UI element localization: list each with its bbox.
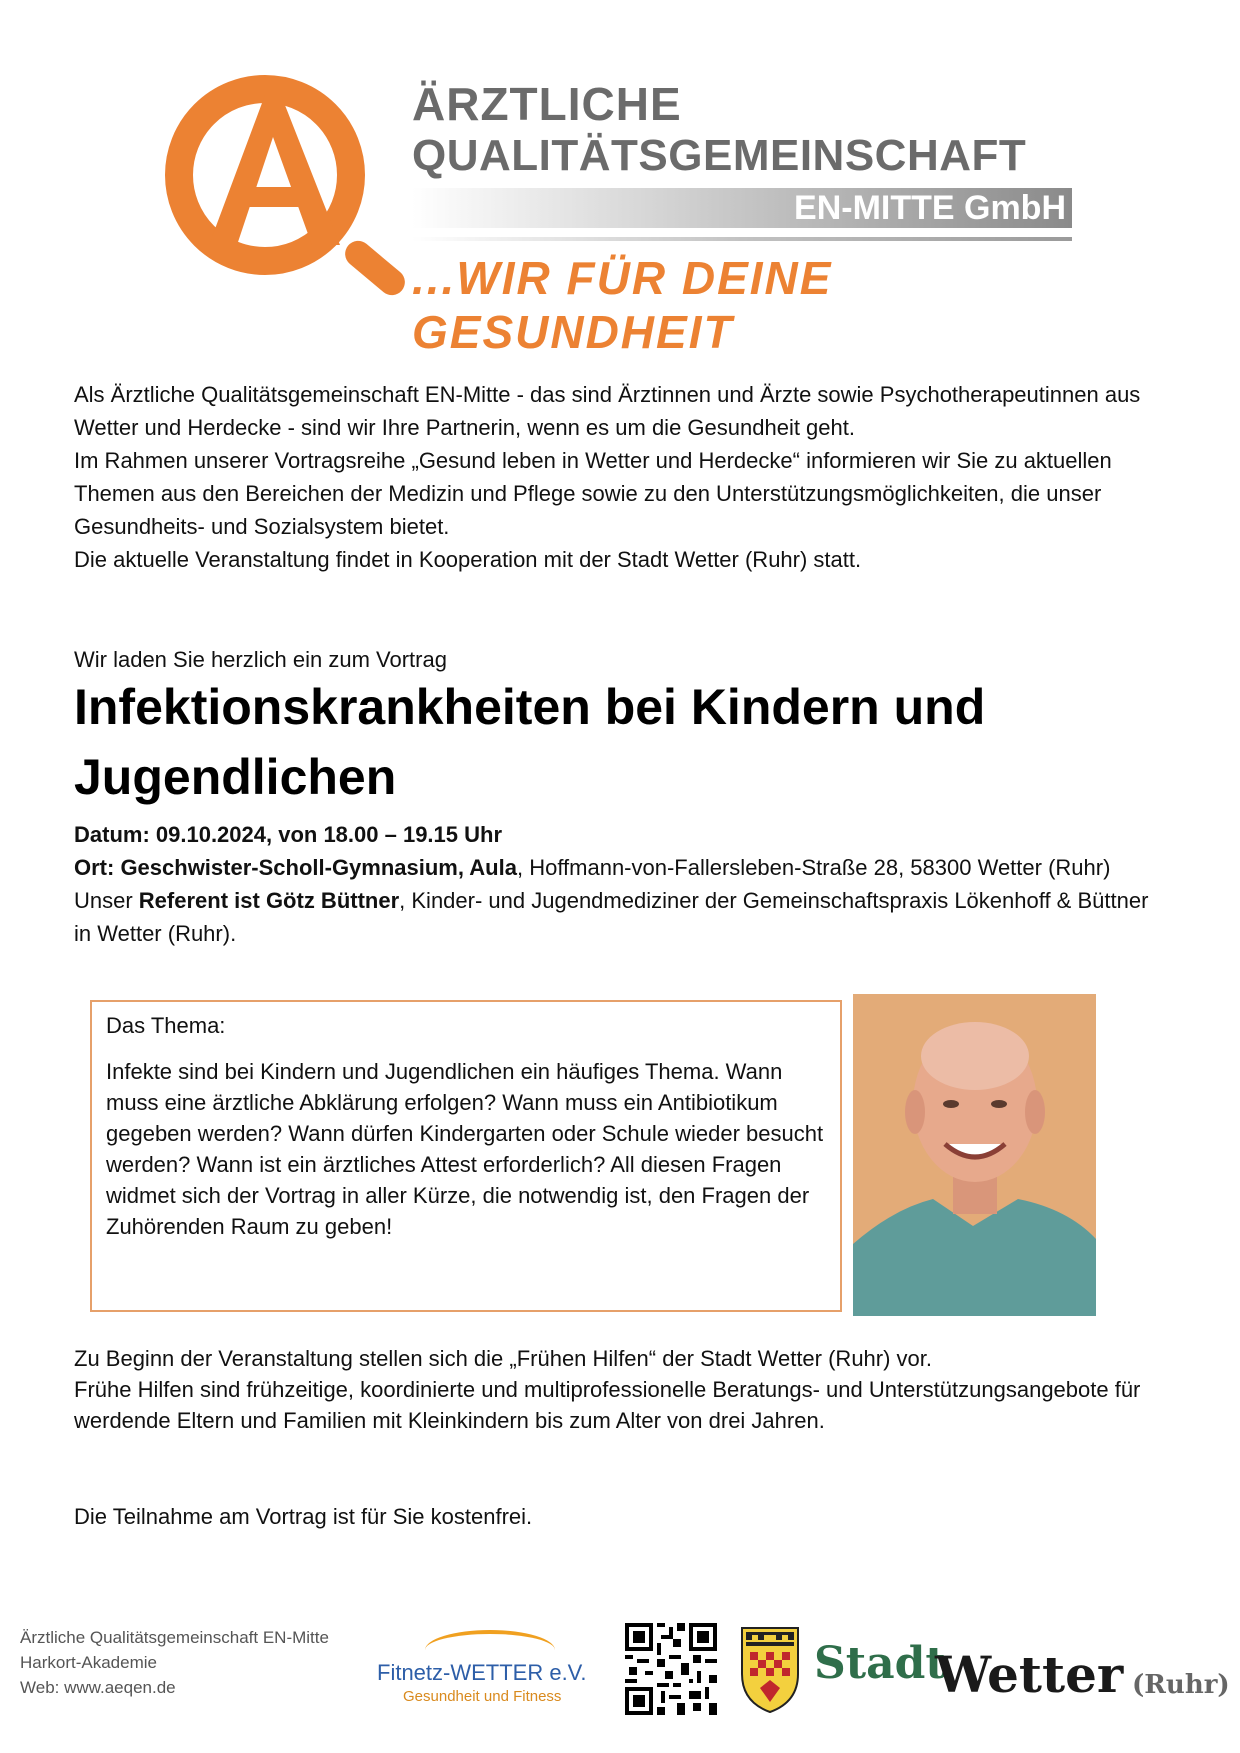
event-place-name: Ort: Geschwister-Scholl-Gymnasium, Aula: [74, 855, 517, 880]
topic-box: [90, 1000, 842, 1312]
speaker-name: Referent ist Götz Büttner: [138, 888, 400, 913]
stadt-wetter-logo-stadt: Stadt: [814, 1638, 946, 1689]
logo-q-tail: [340, 236, 410, 301]
event-speaker: Unser Referent ist Götz Büttner, Kinder- und Jugendmediziner der Gemeinschaftspraxis Lökenhoff & Büttner in Wetter (Ruhr).: [74, 888, 1149, 946]
fitnetz-name: Fitnetz-WETTER e.V.: [377, 1660, 587, 1685]
lecture-title: Infektionskrankheiten bei Kindern und Jugendlichen: [74, 679, 986, 805]
logo-line-qualitaetsgemeinschaft: QUALITÄTSGEMEINSCHAFT: [412, 131, 1027, 180]
free-admission-note: Die Teilnahme am Vortrag ist für Sie kostenfrei.: [74, 1504, 533, 1529]
topic-heading: Das Thema:: [106, 1013, 226, 1038]
speaker-photo: [853, 994, 1096, 1316]
topic-text: Infekte sind bei Kindern und Jugendlichen ein häufiges Thema. Wann muss eine ärztliche Abklärung erfolgen? Wann muss ein Antibiotikum gegeben werden? Wann dürfen Kindergarten oder Schule wieder besucht werden? Wann ist ein ärztliches Attest erforderlich? All diesen Fragen widmet sich der Vortrag in aller Kürze, die notwendig ist, den Fragen der Zuhörenden Raum zu geben!: [106, 1059, 824, 1239]
qr-code-icon[interactable]: [625, 1623, 717, 1715]
wetter-coat-of-arms-icon: [738, 1622, 802, 1714]
invite-line: Wir laden Sie herzlich ein zum Vortrag: [74, 647, 447, 672]
speaker-description: , Kinder- und Jugendmediziner der Gemeinschaftspraxis Lökenhoff & Büttner in Wetter (Ruhr).: [74, 888, 1149, 946]
logo-line-aerztliche: ÄRZTLICHE: [412, 78, 682, 130]
footer-organizer: Ärztliche Qualitätsgemeinschaft EN-Mitte Harkort-Akademie Web: www.aeqen.de: [20, 1625, 329, 1700]
logo-rule: [412, 237, 1072, 241]
fruehe-hilfen-paragraph: Zu Beginn der Veranstaltung stellen sich die „Frühen Hilfen“ der Stadt Wetter (Ruhr) vor.: [74, 1346, 933, 1371]
intro-paragraph: Im Rahmen unserer Vortragsreihe „Gesund leben in Wetter und Herdecke“ informieren wir Sie zu aktuellen Themen aus den Bereichen der Medizin und Pflege sowie zu den Unterstützungsmöglichkeiten, die unser Gesundheits- und Sozialsystem bietet.: [74, 448, 1112, 539]
stadt-wetter-logo-ruhr: (Ruhr): [1132, 1670, 1230, 1700]
intro-paragraph: Als Ärztliche Qualitätsgemeinschaft EN-Mitte - das sind Ärztinnen und Ärzte sowie Psychotherapeutinnen aus Wetter und Herdecke - sind wir Ihre Partnerin, wenn es um die Gesundheit geht.: [74, 382, 1141, 440]
fruehe-hilfen-paragraph: Frühe Hilfen sind frühzeitige, koordinierte und multiprofessionelle Beratungs- und Unterstützungsangebote für werdende Eltern und Familien mit Kleinkindern bis zum Alter von drei Jahren.: [74, 1377, 1141, 1433]
logo-slogan: ...WIR FÜR DEINE GESUNDHEIT: [412, 252, 833, 358]
event-place: [74, 851, 1164, 884]
event-details: [74, 818, 1164, 950]
logo-a-icon: [185, 95, 345, 245]
stadt-wetter-logo-wetter: Wetter: [935, 1645, 1124, 1704]
intro-text: [74, 378, 1164, 576]
header-logo: [150, 55, 1070, 358]
fruehe-hilfen-text: [74, 1343, 1164, 1436]
fitnetz-subtitle: Gesundheit und Fitness: [403, 1688, 562, 1705]
footer-website[interactable]: Web: www.aeqen.de: [20, 1678, 176, 1697]
event-date: Datum: 09.10.2024, von 18.00 – 19.15 Uhr: [74, 822, 503, 847]
event-place-address: , Hoffmann-von-Fallersleben-Straße 28, 58300 Wetter (Ruhr): [516, 855, 1111, 880]
intro-paragraph: Die aktuelle Veranstaltung findet in Kooperation mit der Stadt Wetter (Ruhr) statt.: [74, 547, 862, 572]
logo-line-en-mitte: EN-MITTE GmbH: [794, 189, 1066, 227]
fitnetz-logo: [375, 1630, 615, 1710]
